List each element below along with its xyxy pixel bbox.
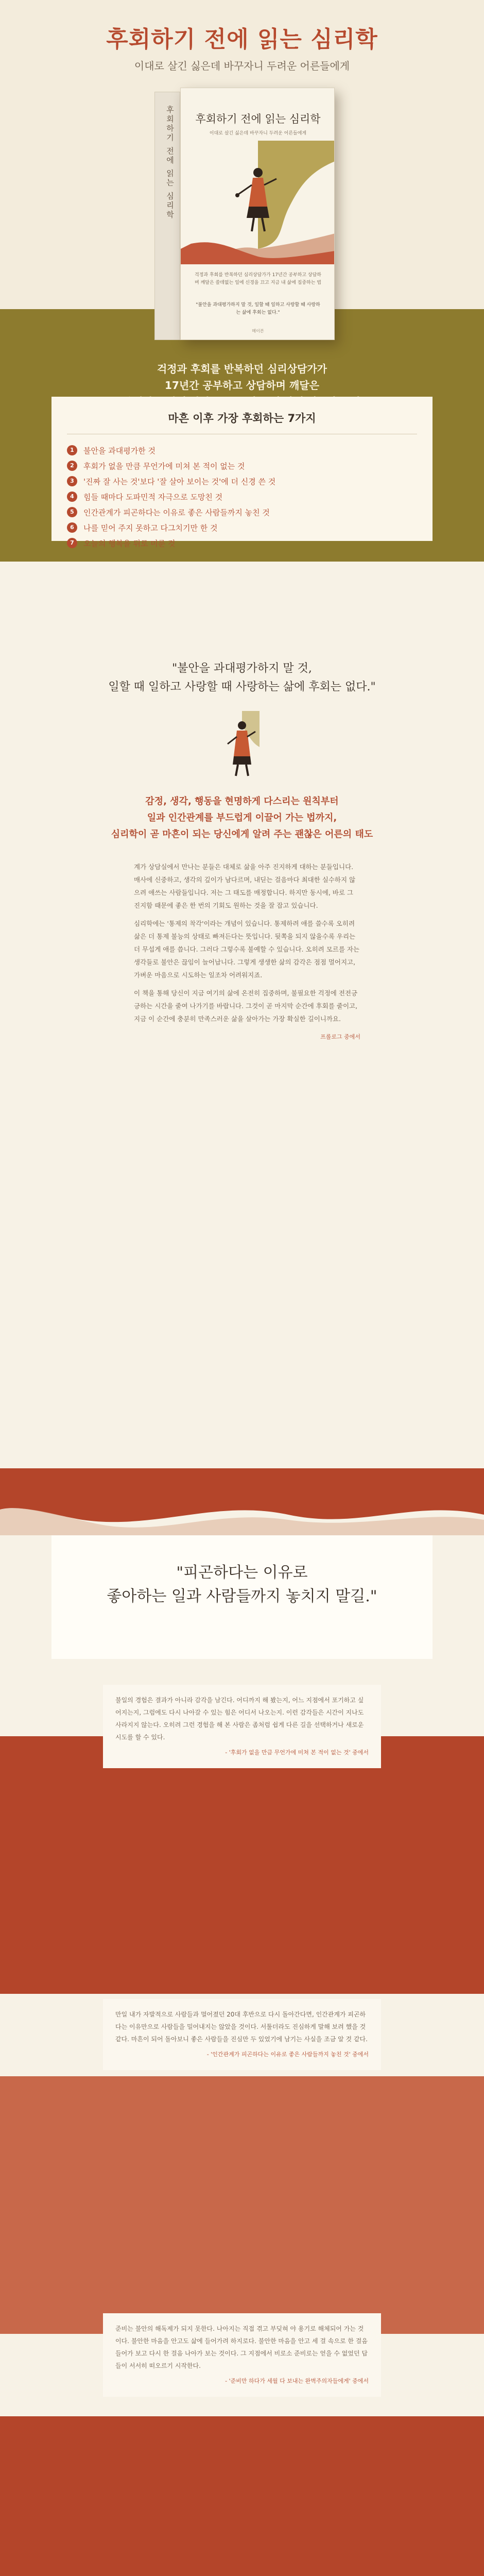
- prologue-lead: [0, 793, 484, 843]
- prologue-quote: [0, 659, 484, 697]
- prologue-body: [134, 860, 360, 1043]
- book-image: [154, 88, 335, 340]
- lead-line: 일과 인간관계를 부드럽게 이끌어 가는 법까지,: [147, 812, 337, 823]
- list-number-badge: 4: [67, 492, 77, 502]
- lead-line: 걱정과 후회를 반복하던 심리상담가가: [157, 363, 327, 375]
- list-number-badge: 5: [67, 507, 77, 517]
- red-background-band: [0, 1736, 484, 1994]
- excerpt-text: 만일 내가 자발적으로 사람들과 멀어졌던 20대 후반으로 다시 돌아간다면, 인간관계가 피곤하다는 이유만으로 사람들을 밀어내지는 않았을 것이다. 서툴더라도 진심하게 말해 보려 했을 것 같다. 마흔이 되어 돌아보니 좋은 사람들을 진심만 두 있었기에 남기는 사실을 조금 알 것 같다.: [115, 2011, 368, 2043]
- quote-line: "피곤하다는 이유로: [176, 1564, 308, 1582]
- lead-line: 17년간 공부하고 상담하며 깨달은: [165, 379, 319, 392]
- list-item-text: 힘들 때마다 도파민적 자극으로 도망친 것: [83, 492, 223, 502]
- regret-list: [67, 443, 417, 551]
- list-item: [67, 443, 417, 458]
- excerpt-text: 불일의 경험은 결과가 아니라 감각을 남긴다. 어디까지 해 봤는지, 어느 지점에서 포기하고 싶어지는지, 그럼에도 다시 나아갈 수 있는 힘은 어디서 나오는지. 이런 감각들은 시간이 지나도 사라지지 않는다. 오히려 그런 경험을 해 본 사람은 좀처럼 쉽게 다른 길을 선택하거나 새로운 시도를 할 수 있다.: [115, 1697, 364, 1741]
- prologue-section: [0, 562, 484, 1468]
- excerpts-quote: [0, 1561, 484, 1608]
- book-cover: [180, 88, 335, 340]
- list-number-badge: 7: [67, 538, 77, 548]
- list-item-text: 나를 믿어 주지 못하고 다그치기만 한 것: [83, 523, 218, 533]
- list-item: [67, 458, 417, 473]
- list-item-text: 후회가 없을 만큼 무언가에 미쳐 본 적이 없는 것: [83, 461, 245, 471]
- list-item-text: 오늘의 행복을 뒤로 미룬 것: [83, 538, 176, 548]
- list-item: [67, 535, 417, 551]
- list-number-badge: 1: [67, 445, 77, 455]
- excerpt-source: - '준비만 하다가 세월 다 보내는 완벽주의자들에게' 중에서: [225, 2378, 369, 2384]
- excerpts-section: [0, 1468, 484, 2576]
- list-number-badge: 2: [67, 461, 77, 471]
- quote-line: 일할 때 일하고 사랑할 때 사랑하는 삶에 후회는 없다.": [108, 681, 376, 693]
- book-quote: "불안을 과대평가하지 말 것, 일할 때 일하고 사랑할 때 사랑하는 삶에 후회는 없다.": [196, 302, 320, 315]
- excerpt-source: - '후회가 없을 만큼 무언가에 미쳐 본 적이 없는 것' 중에서: [225, 1749, 369, 1756]
- list-item-text: '진짜 잘 사는 것'보다 '잘 살아 보이는 것'에 더 신경 쓴 것: [83, 477, 276, 486]
- list-number-badge: 6: [67, 522, 77, 533]
- excerpt-card: [103, 2313, 381, 2397]
- book-subtitle: 이대로 살긴 싫은데 바꾸자니 두려운 어른들에게: [209, 131, 307, 136]
- hero-section: [0, 0, 484, 562]
- book-spine: [154, 92, 180, 340]
- excerpt-card: [103, 1999, 381, 2070]
- book-spine-text: 후회하기 전에 읽는 심리학: [165, 106, 175, 220]
- book-blurb: 걱정과 후회를 반복하던 심리상담가가 17년간 공부하고 상담하며 깨달은 쓸데없는 일에 신경을 끄고 지금 내 삶에 집중하는 법: [195, 273, 321, 285]
- red-background-band: [0, 2416, 484, 2576]
- excerpt-source: - '인간관계가 피곤하다는 이유로 좋은 사람들까지 놓친 것' 중에서: [206, 2051, 369, 2058]
- lead-line: 감정, 생각, 행동을 현명하게 다스리는 원칙부터: [145, 796, 339, 807]
- list-item: [67, 473, 417, 489]
- book-illustration: [181, 141, 335, 264]
- quote-line: "불안을 과대평가하지 말 것,: [172, 662, 312, 675]
- regret-list-box: [51, 397, 433, 548]
- excerpt-text: 준비는 불안의 해독제가 되지 못한다. 나아지는 직접 겪고 부딪혀 야 용기로 해체되어 가는 것이다. 불안한 마음을 안고도 삶에 들어가려 하지로다. 불안한 마음을 안고 세 걸 속으로 한 걸음 들어가 보고 다시 한 걸음 나아가 보는 것이다. 그 지점에서 비로소 준비로는 얻을 수 없었던 답들이 서서히 떠오르기 시작한다.: [115, 2325, 368, 2369]
- list-item-text: 불안을 과대평가한 것: [83, 446, 155, 455]
- regret-list-title: 마흔 이후 가장 후회하는 7가지: [67, 410, 417, 434]
- red-background-band: [0, 2076, 484, 2334]
- hero-subtitle: 이대로 살긴 싫은데 바꾸자니 두려운 어른들에게: [134, 60, 350, 72]
- excerpt-card: [103, 1685, 381, 1768]
- book-publisher: 메이븐: [252, 329, 264, 333]
- list-item: [67, 489, 417, 504]
- figure-illustration: [224, 711, 260, 778]
- list-number-badge: 3: [67, 476, 77, 486]
- list-item-text: 인간관계가 피곤하다는 이유로 좋은 사람들까지 놓친 것: [83, 507, 270, 517]
- source-note: 프롤로그 중에서: [320, 1033, 360, 1040]
- body-paragraph: 심리학에는 '통제의 착각'이라는 개념이 있습니다. 통제하려 애를 쓸수록 오히려 삶은 더 통제 불능의 상태로 빠져든다는 뜻입니다. 뒷쪽을 되지 않을수록 우리는 더 무섭게 애를 씁니다. 그러다 그렇수록 불예할 수 있습니다. 오히려 모르를 자는 생각들로 불안은 끊임이 늘어납니다. 그렇게 생생한 삶의 감각은 점점 멀어지고, 가벼운 마음으로 시도하는 일조차 어려워지죠.: [134, 920, 360, 979]
- lead-line: 심리학이 곧 마흔이 되는 당신에게 알려 주는 괜찮은 어른의 태도: [111, 829, 373, 840]
- list-item: [67, 504, 417, 520]
- list-item: [67, 520, 417, 535]
- body-paragraph: 이 책을 통해 당신이 지금 여기의 삶에 온전히 집중하며, 불필요한 걱정에 전전긍긍하는 시간을 줄여 나가기를 바랍니다. 그것이 곧 마지막 순간에 후회를 줄이고, 지금 이 순간에 충분히 만족스러운 삶을 살아가는 가장 확실한 길이니까요.: [134, 989, 358, 1023]
- body-paragraph: 계가 상담실에서 만나는 분들은 대체로 삶을 아주 진지하게 대하는 분들입니다. 매사에 신중하고, 생각의 깊이가 남다르며, 내딛는 걸음마다 최대한 실수하지 않으려 애쓰는 사람들입니다. 저는 그 태도를 매정합니다. 하지만 동시에, 바로 그 진지함 때문에 좋은 한 번의 기회도 원하는 것을 잘 잡고 있습니다.: [134, 863, 356, 909]
- quote-line: 좋아하는 일과 사람들까지 놓치지 말길.": [107, 1587, 377, 1605]
- book-title: 후회하기 전에 읽는 심리학: [195, 113, 321, 125]
- hero-title: 후회하기 전에 읽는 심리학: [106, 26, 378, 53]
